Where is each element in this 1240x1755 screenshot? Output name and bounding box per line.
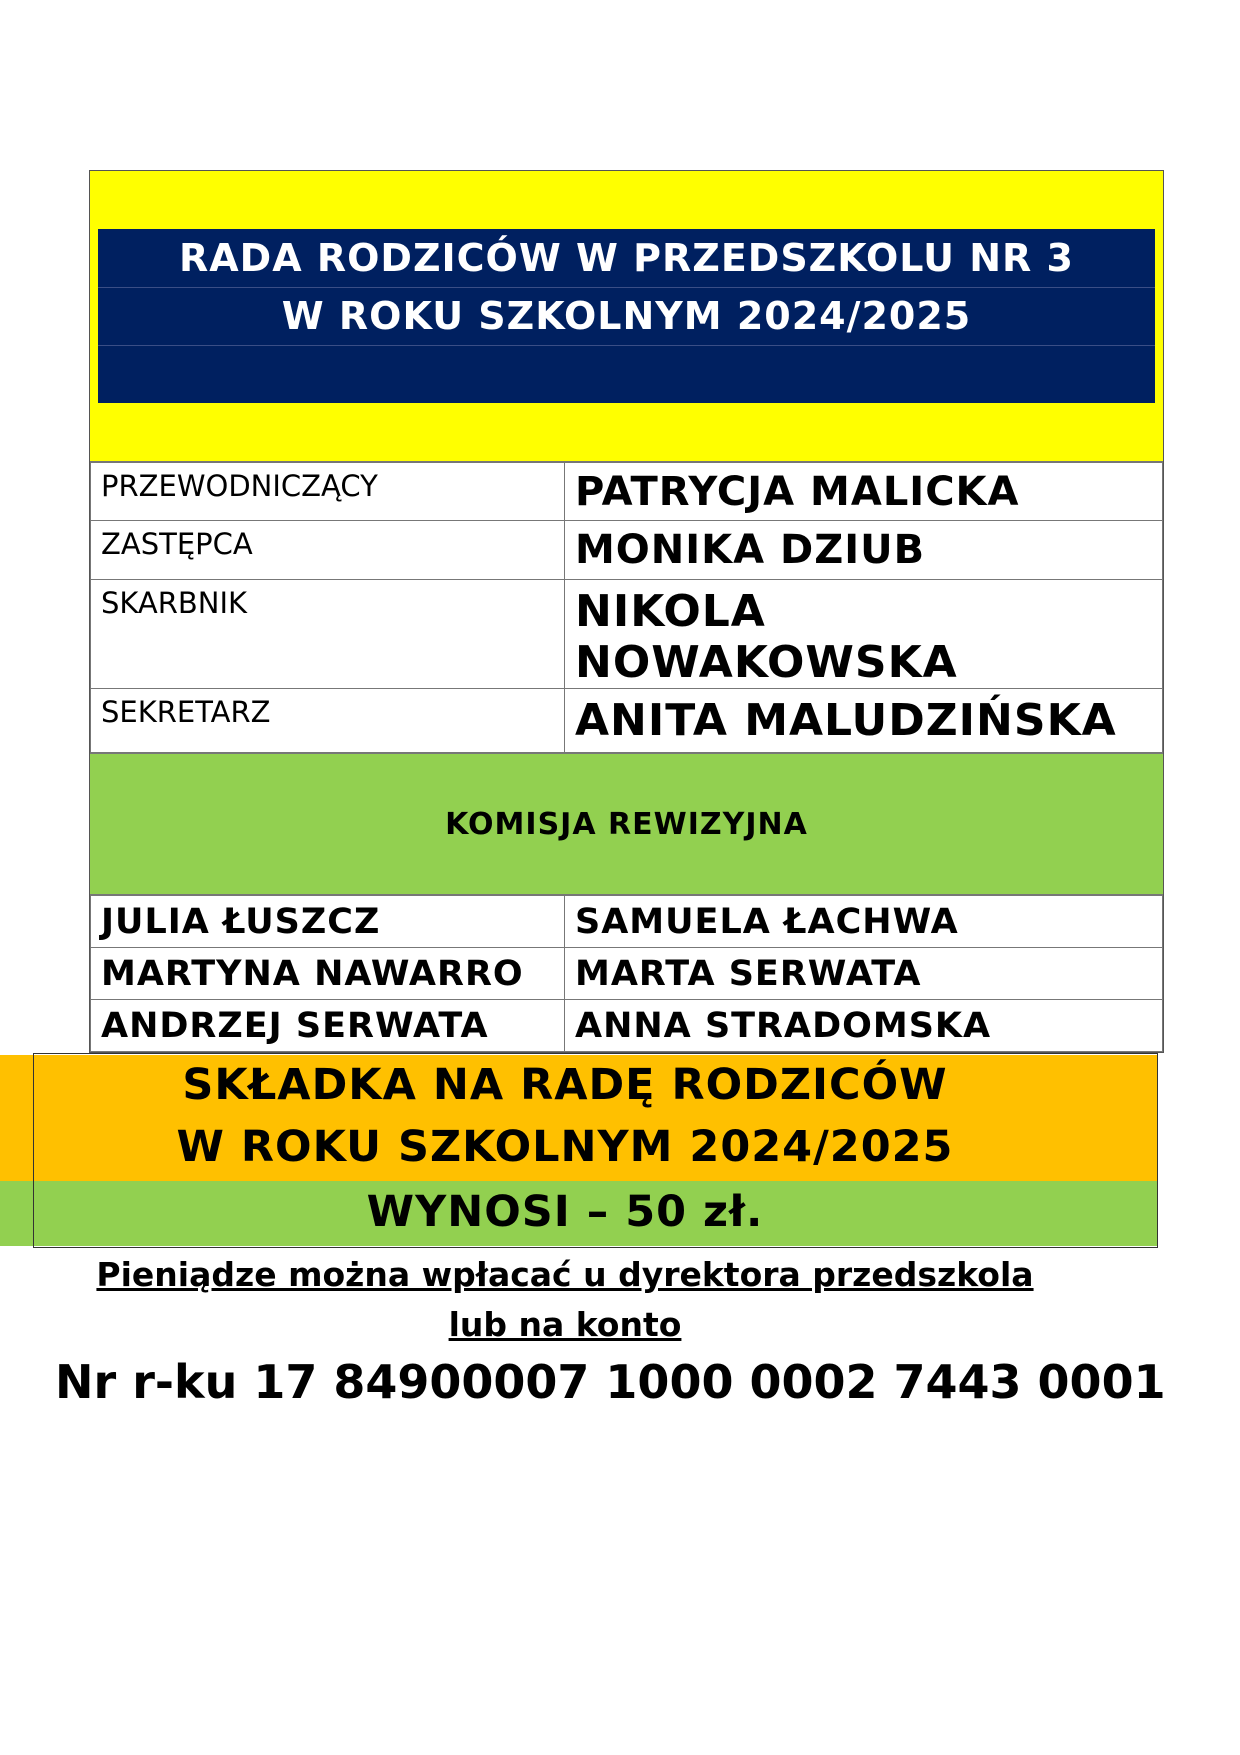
board-table [90, 462, 1163, 753]
table-row [91, 521, 1163, 580]
band-divider [98, 345, 1155, 346]
table-row [91, 689, 1163, 753]
member-name: MARTYNA NAWARRO [91, 948, 565, 1000]
fee-heading: SKŁADKA NA RADĘ RODZICÓW [182, 1060, 948, 1110]
role-label: ZASTĘPCA [91, 521, 565, 580]
table-row [91, 580, 1163, 689]
member-name: ANITA MALUDZIŃSKA [565, 689, 1163, 753]
role-label: PRZEWODNICZĄCY [91, 463, 565, 521]
audit-committee-heading: KOMISJA REWIZYJNA [90, 753, 1163, 895]
fee-amount: WYNOSI – 50 zł. [366, 1187, 764, 1237]
table-row [91, 1000, 1163, 1052]
council-table [89, 170, 1164, 1053]
page-subtitle: W ROKU SZKOLNYM 2024/2025 [281, 294, 972, 338]
role-label: SEKRETARZ [91, 689, 565, 753]
role-label: SKARBNIK [91, 580, 565, 689]
payment-note: Pieniądze można wpłacać u dyrektora przedszkola [96, 1255, 1034, 1294]
member-name: ANNA STRADOMSKA [565, 1000, 1163, 1052]
member-name: MONIKA DZIUB [565, 521, 1163, 580]
page-title: RADA RODZICÓW W PRZEDSZKOLU NR 3 [179, 236, 1074, 280]
member-name: MARTA SERWATA [565, 948, 1163, 1000]
member-name: JULIA ŁUSZCZ [91, 896, 565, 948]
audit-committee-table [90, 895, 1163, 1052]
member-name: ANDRZEJ SERWATA [91, 1000, 565, 1052]
table-row [91, 463, 1163, 521]
member-name: SAMUELA ŁACHWA [565, 896, 1163, 948]
table-row [91, 948, 1163, 1000]
member-name: PATRYCJA MALICKA [565, 463, 1163, 521]
table-row [91, 896, 1163, 948]
header-title-band [98, 229, 1155, 403]
bank-account-number: Nr r-ku 17 84900007 1000 0002 7443 0001 [55, 1355, 1166, 1409]
member-name: NIKOLA NOWAKOWSKA [565, 580, 1163, 689]
header-block [90, 171, 1163, 462]
payment-note-account: lub na konto [448, 1305, 682, 1344]
fee-school-year: W ROKU SZKOLNYM 2024/2025 [176, 1122, 954, 1172]
